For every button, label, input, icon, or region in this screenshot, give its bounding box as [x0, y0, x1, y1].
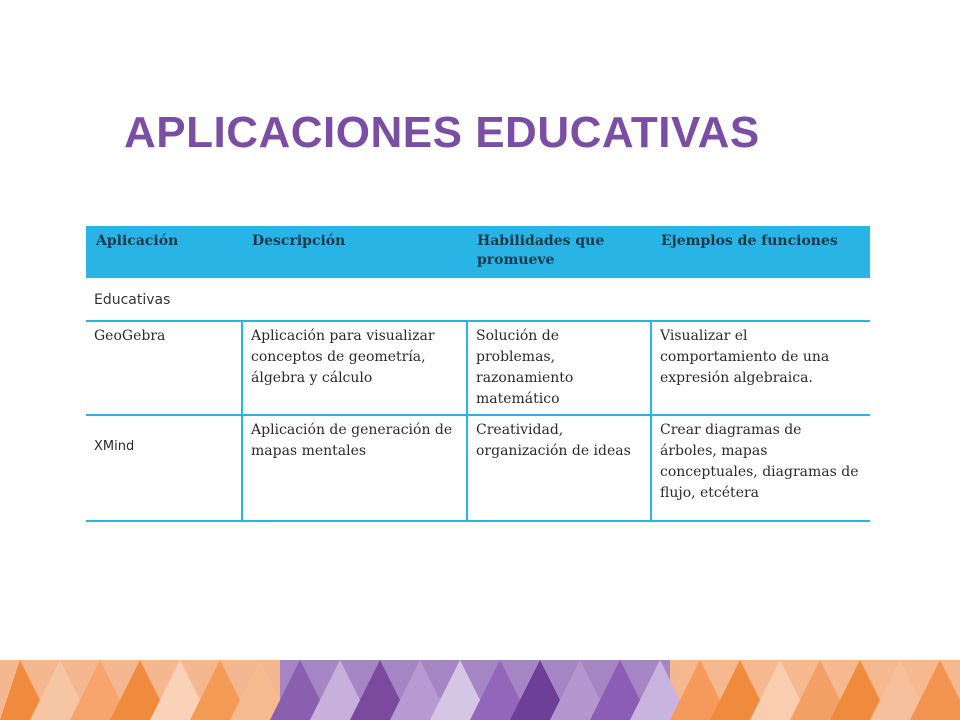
cell-skills: Creatividad, organización de ideas [467, 415, 651, 521]
cell-description: Aplicación para visualizar conceptos de geometría, álgebra y cálculo [242, 321, 467, 415]
cell-examples: Visualizar el comportamiento de una expresión algebraica. [651, 321, 870, 415]
section-label: Educativas [86, 278, 870, 321]
header-ejemplos: Ejemplos de funciones [651, 226, 870, 278]
header-habilidades: Habilidades que promueve [467, 226, 651, 278]
applications-table-container [86, 226, 872, 522]
cell-app: GeoGebra [86, 321, 242, 415]
header-aplicacion: Aplicación [86, 226, 242, 278]
decorative-triangle-footer [0, 660, 960, 720]
applications-table [86, 226, 870, 522]
slide-title: APLICACIONES EDUCATIVAS [124, 108, 760, 157]
cell-app: XMind [86, 415, 242, 521]
cell-skills: Solución de problemas, razonamiento matemático [467, 321, 651, 415]
section-row [86, 278, 870, 321]
table-header-row [86, 226, 870, 278]
table-row [86, 321, 870, 415]
header-descripcion: Descripción [242, 226, 467, 278]
cell-description: Aplicación de generación de mapas mentales [242, 415, 467, 521]
cell-examples: Crear diagramas de árboles, mapas conceptuales, diagramas de flujo, etcétera [651, 415, 870, 521]
table-row [86, 415, 870, 521]
